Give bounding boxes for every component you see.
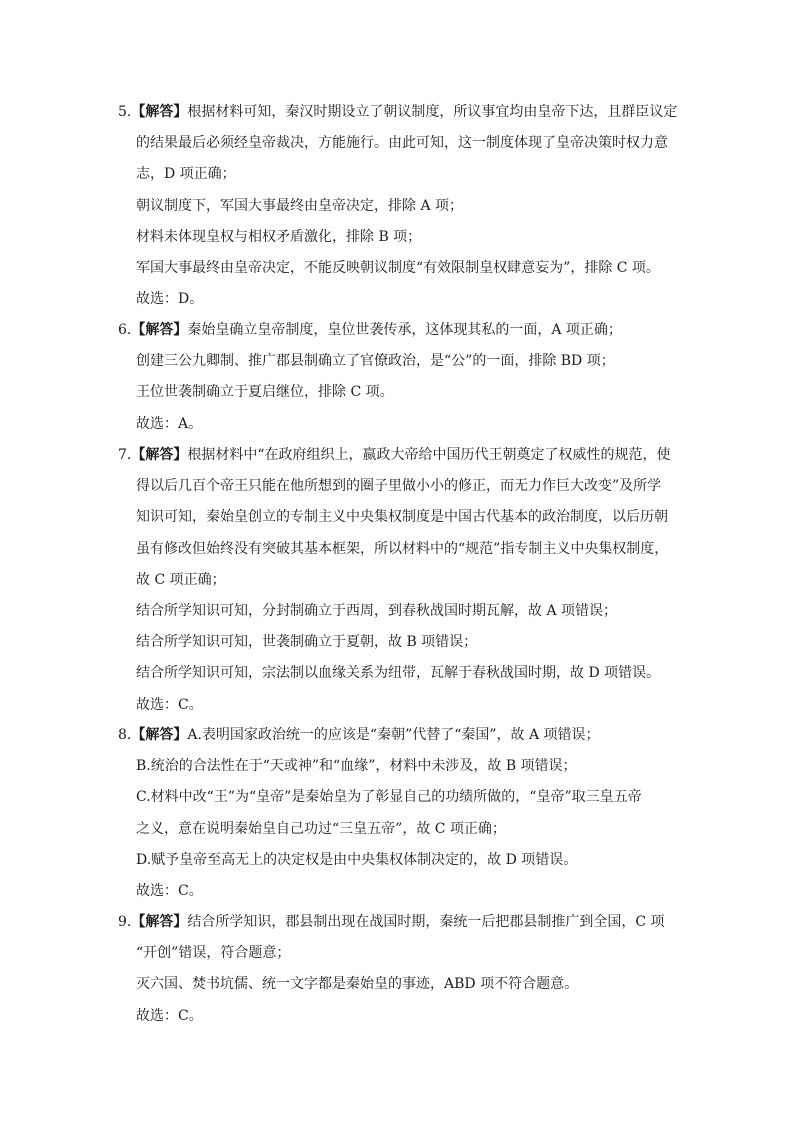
answer-tag: 【解答】 [131,447,188,463]
answer-choice: 故选：C。 [136,696,203,713]
answer-line: 王位世袭制确立于夏启继位，排除 C 项。 [136,384,394,401]
answer-line: 知识可知，秦始皇创立的专制主义中央集权制度是中国古代基本的政治制度，以后历朝 [136,509,668,526]
answer-tag: 【解答】 [131,914,188,930]
answer-choice: 故选：A。 [136,415,203,432]
answer-text: A.表明国家政治统一的应该是“秦朝”代替了“秦国”，故 A 项错误； [187,727,600,743]
answer-choice: 故选：D。 [136,291,204,308]
answer-line: B.统治的合法性在于“天或神”和“血缘”，材料中未涉及，故 B 项错误； [136,758,577,775]
answer-line: 灭六国、焚书坑儒、统一文字都是秦始皇的事迹，ABD 项不符合题意。 [136,976,579,993]
answer-line: 结合所学知识可知，分封制确立于西周，到春秋战国时期瓦解，故 A 项错误； [136,602,618,619]
answer-line: 创建三公九卿制、推广郡县制确立了官僚政治，是“公”的一面，排除 BD 项； [136,353,615,370]
answer-tag: 【解答】 [131,104,188,120]
answer-item-8 [118,720,688,907]
answer-line: 之义，意在说明秦始皇自己功过“三皇五帝”，故 C 项正确； [136,820,506,837]
answer-line: 志，D 项正确； [136,166,236,183]
answer-item-9 [118,907,688,1032]
answer-text: 根据材料中“在政府组织上，嬴政大帝给中国历代王朝奠定了权威性的规范，使 [187,447,671,463]
answer-text: 结合所学知识，郡县制出现在战国时期，秦统一后把郡县制推广到全国，C 项 [187,914,665,930]
answer-line: 材料未体现皇权与相权矛盾激化，排除 B 项； [136,228,422,245]
answer-line: “开创”错误，符合题意； [136,945,291,962]
answer-line [118,315,688,346]
answer-tag: 【解答】 [131,322,188,338]
answer-choice: 故选：C。 [136,1007,203,1024]
answer-line: 结合所学知识可知，世袭制确立于夏朝，故 B 项错误； [136,634,478,651]
item-number: 7. [118,447,132,463]
answer-choice: 故选：C。 [136,882,203,899]
item-number: 6. [118,322,132,338]
answer-line: 故 C 项正确； [136,571,226,588]
answer-tag: 【解答】 [131,727,188,743]
answer-line [118,720,688,751]
item-number: 8. [118,727,132,743]
answer-item-6 [118,315,688,440]
answer-line: 的结果最后必须经皇帝裁决，方能施行。由此可知，这一制度体现了皇帝决策时权力意 [136,135,668,152]
answer-line: C.材料中改“王”为“皇帝”是秦始皇为了彰显自己的功绩所做的，“皇帝”取三皇五帝 [136,789,642,806]
answer-line: D.赋予皇帝至高无上的决定权是由中央集权体制决定的，故 D 项错误。 [136,851,578,868]
item-number: 5. [118,104,132,120]
answer-item-7 [118,440,688,721]
answer-line: 结合所学知识可知，宗法制以血缘关系为纽带，瓦解于春秋战国时期，故 D 项错误。 [136,665,661,682]
answer-item-5 [118,97,688,315]
answer-line: 军国大事最终由皇帝决定，不能反映朝议制度“有效限制皇权肆意妄为”，排除 C 项。 [136,259,660,276]
answer-line: 得以后几百个帝王只能在他所想到的圈子里做小小的修正，而无力作巨大改变”及所学 [136,478,662,495]
answer-text: 根据材料可知，秦汉时期设立了朝议制度，所议事宜均由皇帝下达，且群臣议定 [187,104,678,120]
answer-line [118,440,688,471]
item-number: 9. [118,914,132,930]
answer-text: 秦始皇确立皇帝制度，皇位世袭传承，这体现其私的一面，A 项正确； [187,322,622,338]
answer-line [118,97,688,128]
answer-line [118,907,688,938]
answer-line: 朝议制度下，军国大事最终由皇帝决定，排除 A 项； [136,197,464,214]
answer-line: 虽有修改但始终没有突破其基本框架，所以材料中的“规范”指专制主义中央集权制度， [136,540,669,557]
